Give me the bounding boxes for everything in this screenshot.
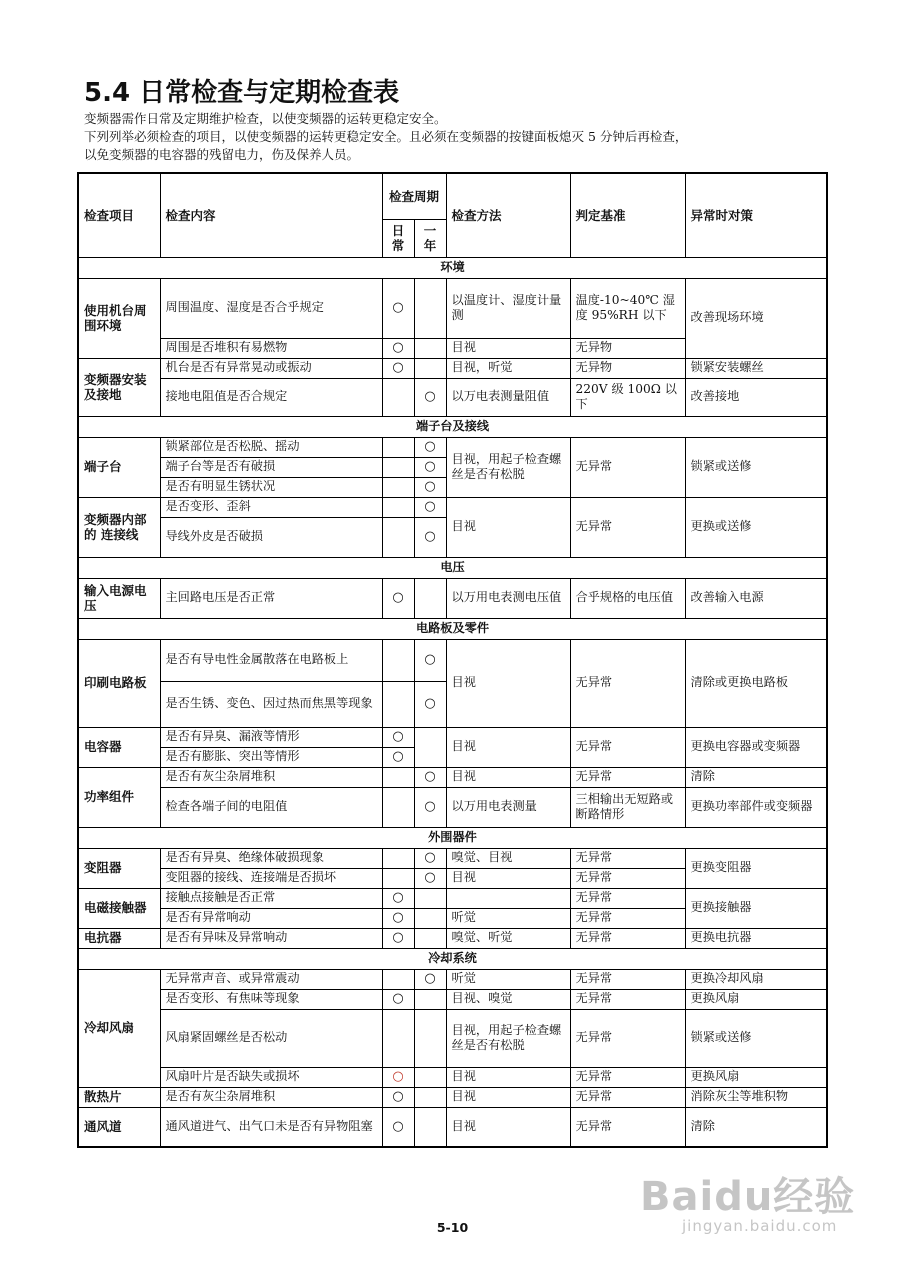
header-item: 检查项目	[78, 173, 160, 257]
check-method: 目视	[446, 1107, 570, 1147]
yearly-cell	[414, 378, 446, 416]
yearly-cell	[414, 477, 446, 497]
check-mark: ○	[392, 749, 404, 765]
table-row	[78, 358, 827, 378]
item-label: 电磁接触器	[78, 888, 160, 928]
table-row	[78, 578, 827, 618]
check-method: 嗅觉、目视	[446, 848, 570, 868]
page-title: 5.4 日常检查与定期检查表	[84, 78, 400, 108]
check-content: 是否有异臭、绝缘体破损现象	[160, 848, 382, 868]
section-row	[78, 257, 827, 278]
check-mark: ○	[392, 890, 404, 906]
yearly-cell	[414, 868, 446, 888]
check-mark: ○	[392, 1069, 404, 1085]
daily-cell	[382, 1009, 414, 1067]
table-row	[78, 437, 827, 457]
item-label: 功率组件	[78, 767, 160, 827]
check-mark: ○	[424, 769, 436, 785]
daily-cell	[382, 578, 414, 618]
yearly-cell	[414, 1067, 446, 1087]
check-mark: ○	[424, 971, 436, 987]
daily-cell	[382, 868, 414, 888]
action: 更换电容器或变频器	[685, 727, 827, 767]
check-mark: ○	[424, 459, 436, 475]
check-content: 导线外皮是否破损	[160, 517, 382, 557]
check-method: 目视	[446, 727, 570, 767]
check-mark: ○	[424, 850, 436, 866]
check-method: 目视，听觉	[446, 358, 570, 378]
table-row	[78, 727, 827, 747]
watermark-logo: Baidu经验	[640, 1174, 856, 1220]
section-environment: 环境	[78, 257, 827, 278]
daily-cell	[382, 457, 414, 477]
yearly-cell	[414, 969, 446, 989]
check-content: 是否有导电性金属散落在电路板上	[160, 639, 382, 681]
item-label: 使用机台周围环境	[78, 278, 160, 358]
table-row	[78, 378, 827, 416]
daily-cell	[382, 358, 414, 378]
yearly-cell	[414, 1087, 446, 1107]
watermark-url: jingyan.baidu.com	[682, 1217, 838, 1235]
action: 清除	[685, 1107, 827, 1147]
yearly-cell	[414, 681, 446, 727]
yearly-cell	[414, 989, 446, 1009]
criteria: 无异常	[570, 1067, 685, 1087]
yearly-cell	[414, 278, 446, 338]
criteria: 无异常	[570, 1087, 685, 1107]
check-mark: ○	[424, 439, 436, 455]
check-content: 周围是否堆积有易燃物	[160, 338, 382, 358]
daily-cell	[382, 747, 414, 767]
header-criteria: 判定基准	[570, 173, 685, 257]
check-content: 是否变形、歪斜	[160, 497, 382, 517]
yearly-cell	[414, 578, 446, 618]
action: 改善输入电源	[685, 578, 827, 618]
item-label: 端子台	[78, 437, 160, 497]
yearly-cell	[414, 639, 446, 681]
yearly-cell	[414, 497, 446, 517]
item-label: 变阻器	[78, 848, 160, 888]
daily-cell	[382, 928, 414, 948]
criteria: 220V 级 100Ω 以下	[570, 378, 685, 416]
action: 更换变阻器	[685, 848, 827, 888]
criteria: 三相输出无短路或断路情形	[570, 787, 685, 827]
section-voltage: 电压	[78, 557, 827, 578]
criteria: 无异常	[570, 1009, 685, 1067]
action: 清除	[685, 767, 827, 787]
criteria: 无异常	[570, 928, 685, 948]
table-row	[78, 888, 827, 908]
check-method: 目视	[446, 767, 570, 787]
check-content: 风扇叶片是否缺失或损坏	[160, 1067, 382, 1087]
daily-cell	[382, 278, 414, 338]
daily-cell	[382, 989, 414, 1009]
criteria: 合乎规格的电压值	[570, 578, 685, 618]
daily-cell	[382, 848, 414, 868]
header-method: 检查方法	[446, 173, 570, 257]
daily-cell	[382, 681, 414, 727]
check-mark: ○	[392, 360, 404, 376]
check-method: 以万用电表测电压值	[446, 578, 570, 618]
check-method: 目视	[446, 1067, 570, 1087]
check-mark: ○	[392, 300, 404, 316]
criteria: 无异常	[570, 639, 685, 727]
section-cooling: 冷却系统	[78, 948, 827, 969]
daily-cell	[382, 477, 414, 497]
daily-cell	[382, 338, 414, 358]
check-content: 接触点接触是否正常	[160, 888, 382, 908]
check-method: 目视，用起子检查螺丝是否有松脱	[446, 1009, 570, 1067]
check-content: 风扇紧固螺丝是否松动	[160, 1009, 382, 1067]
check-method: 以温度计、湿度计量测	[446, 278, 570, 338]
check-content: 是否有异臭、漏液等情形	[160, 727, 382, 747]
header-action: 异常时对策	[685, 173, 827, 257]
criteria: 无异常	[570, 437, 685, 497]
criteria: 无异物	[570, 358, 685, 378]
check-mark: ○	[392, 930, 404, 946]
check-mark: ○	[392, 1119, 404, 1134]
section-row	[78, 827, 827, 848]
action: 锁紧或送修	[685, 437, 827, 497]
criteria: 无异常	[570, 868, 685, 888]
table-row	[78, 928, 827, 948]
inspection-table	[77, 172, 828, 1148]
check-content: 是否有异味及异常响动	[160, 928, 382, 948]
check-mark: ○	[392, 590, 404, 606]
yearly-cell	[414, 908, 446, 928]
action: 更换接触器	[685, 888, 827, 928]
table-row	[78, 639, 827, 681]
header-yearly: 一年	[414, 219, 446, 257]
check-content: 变阻器的接线、连接端是否损坏	[160, 868, 382, 888]
check-method: 听觉	[446, 969, 570, 989]
check-content: 是否有异常响动	[160, 908, 382, 928]
criteria: 无异常	[570, 767, 685, 787]
check-content: 是否有膨胀、突出等情形	[160, 747, 382, 767]
action: 更换电抗器	[685, 928, 827, 948]
check-mark: ○	[392, 729, 404, 745]
action: 改善现场环境	[685, 278, 827, 358]
check-mark: ○	[392, 910, 404, 926]
check-method: 嗅觉、听觉	[446, 928, 570, 948]
header-period: 检查周期	[382, 173, 446, 219]
section-row	[78, 618, 827, 639]
check-method: 目视	[446, 639, 570, 727]
yearly-cell	[414, 358, 446, 378]
daily-cell	[382, 727, 414, 747]
item-label: 电抗器	[78, 928, 160, 948]
item-label: 变频器内部的 连接线	[78, 497, 160, 557]
yearly-cell	[414, 457, 446, 477]
check-content: 检查各端子间的电阻值	[160, 787, 382, 827]
item-label: 变频器安装及接地	[78, 358, 160, 416]
action: 更换风扇	[685, 1067, 827, 1087]
check-content: 机台是否有异常晃动或振动	[160, 358, 382, 378]
daily-cell	[382, 1067, 414, 1087]
check-mark: ○	[424, 499, 436, 515]
action: 更换或送修	[685, 497, 827, 557]
table-row	[78, 1107, 827, 1147]
intro-text	[84, 110, 824, 164]
item-label: 散热片	[78, 1087, 160, 1107]
table-row	[78, 848, 827, 868]
daily-cell	[382, 437, 414, 457]
check-content: 是否变形、有焦味等现象	[160, 989, 382, 1009]
action: 锁紧安装螺丝	[685, 358, 827, 378]
yearly-cell	[414, 928, 446, 948]
daily-cell	[382, 1107, 414, 1147]
section-row	[78, 557, 827, 578]
check-content: 无异常声音、或异常震动	[160, 969, 382, 989]
table-row	[78, 767, 827, 787]
action: 更换功率部件或变频器	[685, 787, 827, 827]
check-mark: ○	[424, 870, 436, 886]
yearly-cell	[414, 888, 446, 908]
check-method	[446, 888, 570, 908]
check-mark: ○	[424, 799, 436, 815]
action: 更换冷却风扇	[685, 969, 827, 989]
item-label: 通风道	[78, 1107, 160, 1147]
criteria: 无异常	[570, 908, 685, 928]
check-method: 听觉	[446, 908, 570, 928]
yearly-cell	[414, 517, 446, 557]
check-method: 目视	[446, 338, 570, 358]
check-content: 是否有灰尘杂屑堆积	[160, 1087, 382, 1107]
check-method: 目视、嗅觉	[446, 989, 570, 1009]
page-number: 5-10	[436, 1220, 469, 1235]
criteria: 无异常	[570, 969, 685, 989]
item-label: 电容器	[78, 727, 160, 767]
check-mark: ○	[392, 1089, 404, 1105]
yearly-cell	[414, 1107, 446, 1147]
daily-cell	[382, 1087, 414, 1107]
check-content: 是否生锈、变色、因过热而焦黑等现象	[160, 681, 382, 727]
daily-cell	[382, 888, 414, 908]
yearly-cell	[414, 338, 446, 358]
section-row	[78, 416, 827, 437]
check-method: 目视	[446, 1087, 570, 1107]
check-mark: ○	[424, 389, 436, 405]
criteria: 无异常	[570, 1107, 685, 1147]
item-label: 印刷电路板	[78, 639, 160, 727]
criteria: 无异常	[570, 888, 685, 908]
yearly-cell	[414, 787, 446, 827]
check-mark: ○	[424, 652, 436, 668]
action: 清除或更换电路板	[685, 639, 827, 727]
header-daily: 日常	[382, 219, 414, 257]
item-label: 输入电源电压	[78, 578, 160, 618]
daily-cell	[382, 787, 414, 827]
check-mark: ○	[392, 991, 404, 1007]
yearly-cell	[414, 848, 446, 868]
criteria: 无异物	[570, 338, 685, 358]
item-label: 冷却风扇	[78, 969, 160, 1087]
intro-line-1: 变频器需作日常及定期维护检查，以使变频器的运转更稳定安全。	[84, 111, 447, 126]
check-mark: ○	[424, 529, 436, 545]
yearly-cell	[414, 767, 446, 787]
criteria: 温度-10~40℃ 湿度 95%RH 以下	[570, 278, 685, 338]
daily-cell	[382, 517, 414, 557]
criteria: 无异常	[570, 848, 685, 868]
section-row	[78, 948, 827, 969]
check-mark: ○	[424, 696, 436, 712]
table-row	[78, 989, 827, 1009]
check-content: 接地电阻值是否合规定	[160, 378, 382, 416]
header-content: 检查内容	[160, 173, 382, 257]
criteria: 无异常	[570, 989, 685, 1009]
check-content: 周围温度、湿度是否合乎规定	[160, 278, 382, 338]
check-content: 锁紧部位是否松脱、摇动	[160, 437, 382, 457]
check-content: 通风道进气、出气口未是否有异物阻塞	[160, 1107, 382, 1147]
table-row	[78, 1009, 827, 1067]
section-terminal: 端子台及接线	[78, 416, 827, 437]
check-mark: ○	[392, 340, 404, 356]
check-method: 目视	[446, 868, 570, 888]
action: 消除灰尘等堆积物	[685, 1087, 827, 1107]
daily-cell	[382, 908, 414, 928]
yearly-cell	[414, 1009, 446, 1067]
check-content: 端子台等是否有破损	[160, 457, 382, 477]
table-row	[78, 969, 827, 989]
table-row	[78, 278, 827, 338]
table-row	[78, 497, 827, 517]
check-method: 以万用电表测量	[446, 787, 570, 827]
check-content: 是否有明显生锈状况	[160, 477, 382, 497]
check-method: 目视，用起子检查螺丝是否有松脱	[446, 437, 570, 497]
intro-line-2: 下列列举必须检查的项目，以使变频器的运转更稳定安全。且必须在变频器的按键面板熄灭 5 分钟后再检查，	[84, 129, 688, 144]
table-header-row	[78, 173, 827, 219]
daily-cell	[382, 497, 414, 517]
section-pcb: 电路板及零件	[78, 618, 827, 639]
criteria: 无异常	[570, 497, 685, 557]
table-row	[78, 1067, 827, 1087]
intro-line-3: 以免变频器的电容器的残留电力，伤及保养人员。	[84, 147, 360, 162]
daily-cell	[382, 969, 414, 989]
action: 改善接地	[685, 378, 827, 416]
check-content: 是否有灰尘杂屑堆积	[160, 767, 382, 787]
check-content: 主回路电压是否正常	[160, 578, 382, 618]
action: 锁紧或送修	[685, 1009, 827, 1067]
table-row	[78, 1087, 827, 1107]
check-mark: ○	[424, 479, 436, 495]
yearly-cell	[414, 727, 446, 767]
table-row	[78, 787, 827, 827]
daily-cell	[382, 378, 414, 416]
criteria: 无异常	[570, 727, 685, 767]
daily-cell	[382, 639, 414, 681]
action: 更换风扇	[685, 989, 827, 1009]
yearly-cell	[414, 437, 446, 457]
section-peripheral: 外围器件	[78, 827, 827, 848]
check-method: 目视	[446, 497, 570, 557]
daily-cell	[382, 767, 414, 787]
check-method: 以万电表测量阻值	[446, 378, 570, 416]
